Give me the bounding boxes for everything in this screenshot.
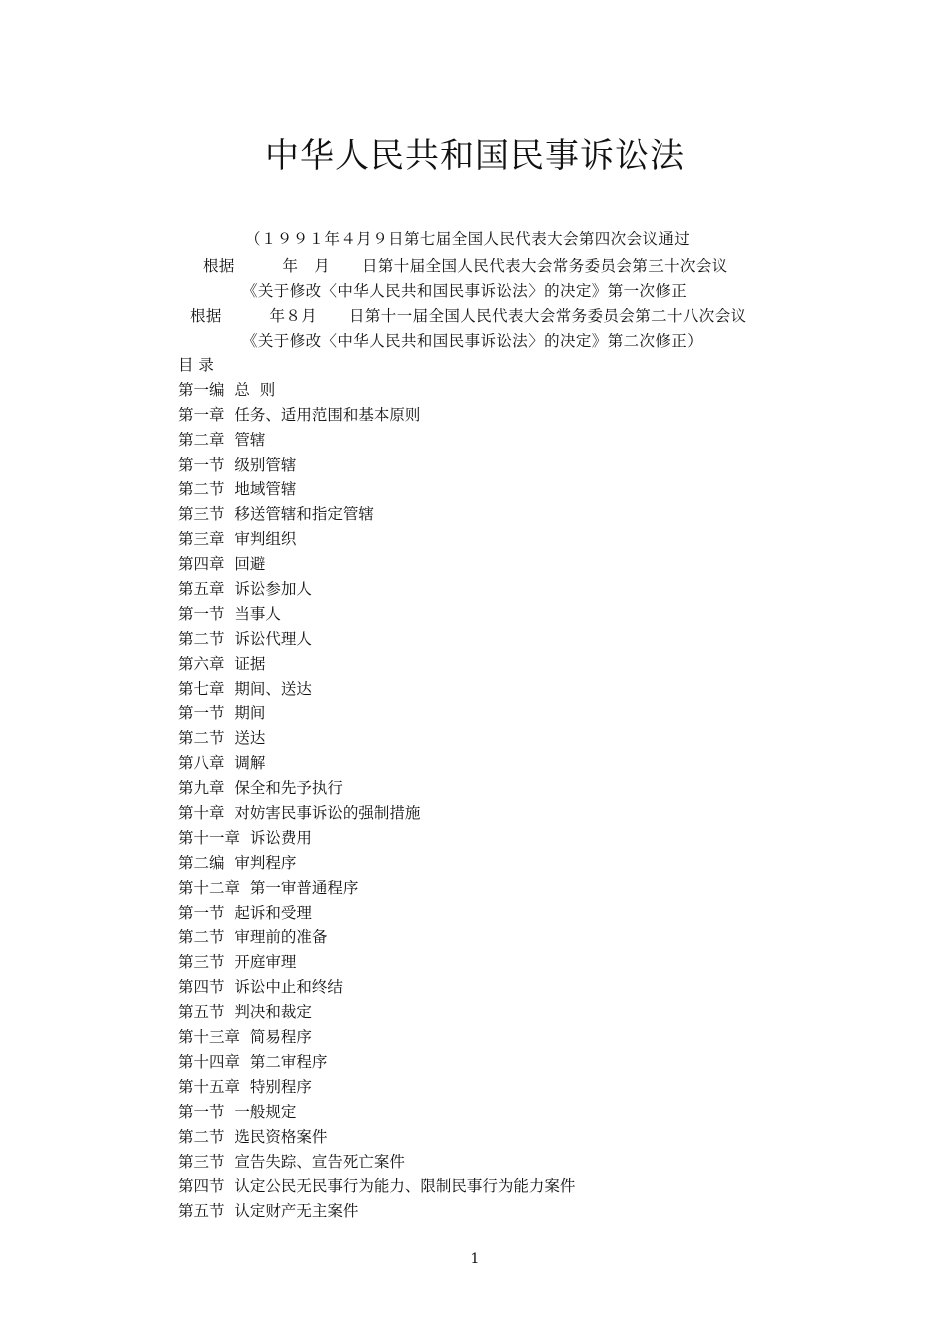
preamble-line: （１９９１年４月９日第七届全国人民代表大会第四次会议通过 [245,230,691,248]
toc-item: 第七章 期间、送达 [178,679,312,698]
toc-item: 第二节 审理前的准备 [178,928,328,947]
toc-item: 第一节 期间 [178,704,266,723]
toc-item: 第一编 总 则 [178,380,276,399]
toc-item: 第二节 诉讼代理人 [178,629,312,648]
toc-item: 第三章 审判组织 [178,530,297,549]
toc-item: 第五节 认定财产无主案件 [178,1202,359,1221]
toc-item: 第四章 回避 [178,555,266,574]
toc-item: 第十五章 特别程序 [178,1077,312,1096]
toc-item: 第十三章 简易程序 [178,1028,312,1047]
page-number: 1 [470,1251,480,1267]
toc-item: 第二章 管辖 [178,430,266,449]
toc-item: 第三节 宣告失踪、宣告死亡案件 [178,1152,405,1171]
toc-item: 第四节 诉讼中止和终结 [178,978,343,997]
toc-item: 第二节 地域管辖 [178,480,297,499]
table-of-contents [178,353,778,1224]
preamble-line: 根据 年 月 日第十届全国人民代表大会常务委员会第三十次会议 [203,257,728,275]
toc-item: 第四节 认定公民无民事行为能力、限制民事行为能力案件 [178,1177,576,1196]
toc-item: 第十二章 第一审普通程序 [178,878,359,897]
toc-item: 第十一章 诉讼费用 [178,828,312,847]
toc-item: 第二编 审判程序 [178,853,297,872]
toc-item: 第二节 选民资格案件 [178,1127,328,1146]
toc-item: 第一章 任务、适用范围和基本原则 [178,405,421,424]
toc-item: 第五章 诉讼参加人 [178,580,312,599]
preamble-line: 根据 年８月 日第十一届全国人民代表大会常务委员会第二十八次会议 [190,307,747,325]
preamble-line: 《关于修改〈中华人民共和国民事诉讼法〉的决定》第二次修正） [242,332,704,350]
toc-item: 第五节 判决和裁定 [178,1003,312,1022]
toc-list [178,378,778,1224]
toc-item: 第八章 调解 [178,754,266,773]
toc-item: 第十四章 第二审程序 [178,1052,328,1071]
toc-item: 第三节 开庭审理 [178,953,297,972]
toc-item: 第三节 移送管辖和指定管辖 [178,505,374,524]
toc-item: 第一节 一般规定 [178,1102,297,1121]
toc-item: 第九章 保全和先予执行 [178,779,343,798]
toc-item: 第二节 送达 [178,729,266,748]
preamble-line: 《关于修改〈中华人民共和国民事诉讼法〉的决定》第一次修正 [242,282,688,300]
toc-item: 第一节 当事人 [178,604,281,623]
toc-item: 第一节 起诉和受理 [178,903,312,922]
toc-item: 第十章 对妨害民事诉讼的强制措施 [178,804,421,823]
document-title: 中华人民共和国民事诉讼法 [265,136,685,176]
toc-heading: 目 录 [178,356,214,374]
toc-item: 第六章 证据 [178,654,266,673]
toc-item: 第一节 级别管辖 [178,455,297,474]
